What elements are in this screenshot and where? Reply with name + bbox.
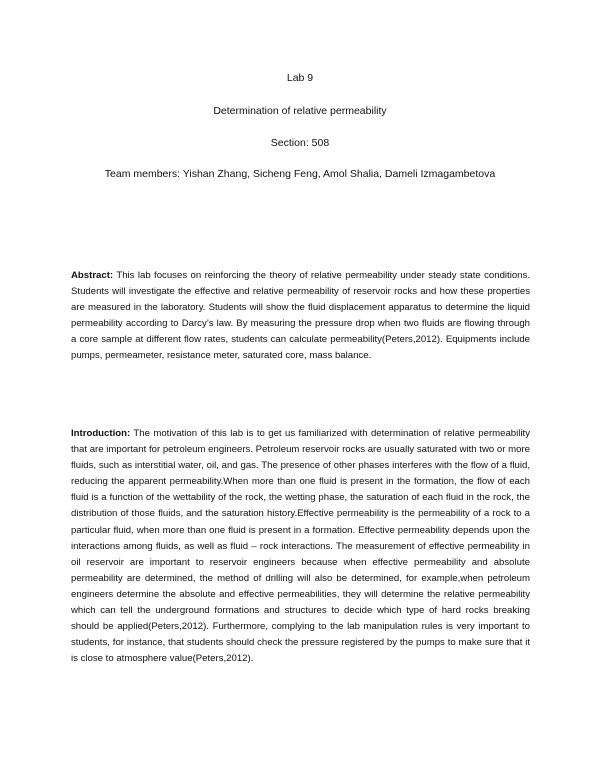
team-members: Team members: Yishan Zhang, Sicheng Feng, Amol Shalia, Dameli Izmagambetova — [104, 168, 496, 180]
introduction-paragraph — [71, 426, 530, 667]
report-subtitle: Determination of relative permeability — [213, 105, 387, 117]
section-number: Section: 508 — [270, 137, 330, 149]
abstract-paragraph — [71, 268, 530, 365]
abstract-label: Abstract: — [71, 270, 114, 281]
lab-title: Lab 9 — [286, 72, 314, 84]
introduction-label: Introduction: — [71, 428, 131, 439]
introduction-text: The motivation of this lab is to get us familiarized with determination of relative permeability that are important for petroleum engineers. Petroleum reservoir rocks are usually saturated with two or more fluids, such as interstitial water, oil, and gas. The presence of other phases interferes with the flow of a fluid, reducing the apparent permeability.When more than one fluid is present in the formation, the flow of each fluid is a function of the wettability of the rock, the wetting phase, the saturation of each fluid in the rock, the distribution of those fluids, and the saturation history.Effective permeability is the permeability of a rock to a particular fluid, when more than one fluid is present in a formation. Effective permeability depends upon the interactions among fluids, as well as fluid – rock interactions. The measurement of effective permeability in oil reservoir are important to reservoir engineers because when effective permeability and absolute permeability are determined, the method of drilling will also be determined, for example,when petroleum engineers determine the absolute and effective permeabilities, they will determine the relative permeability which can tell the underground formations and structures to decide which type of hard rocks breaking should be applied(Peters,2012). Furthermore, complying to the lab manipulation rules is very important to students, for instance, that students should check the pressure registered by the pumps to make sure that it is close to atmosphere value(Peters,2012). — [71, 428, 530, 665]
abstract-text: This lab focuses on reinforcing the theory of relative permeability under steady state conditions. Students will investigate the effective and relative permeability of reservoir rocks and how these properties are measured in the laboratory. Students will show the fluid displacement apparatus to determine the liquid permeability according to Darcy’s law. By measuring the pressure drop when two fluids are flowing through a core sample at different flow rates, students can calculate permeability(Peters,2012). Equipments include pumps, permeameter, resistance meter, saturated core, mass balance. — [71, 270, 530, 362]
